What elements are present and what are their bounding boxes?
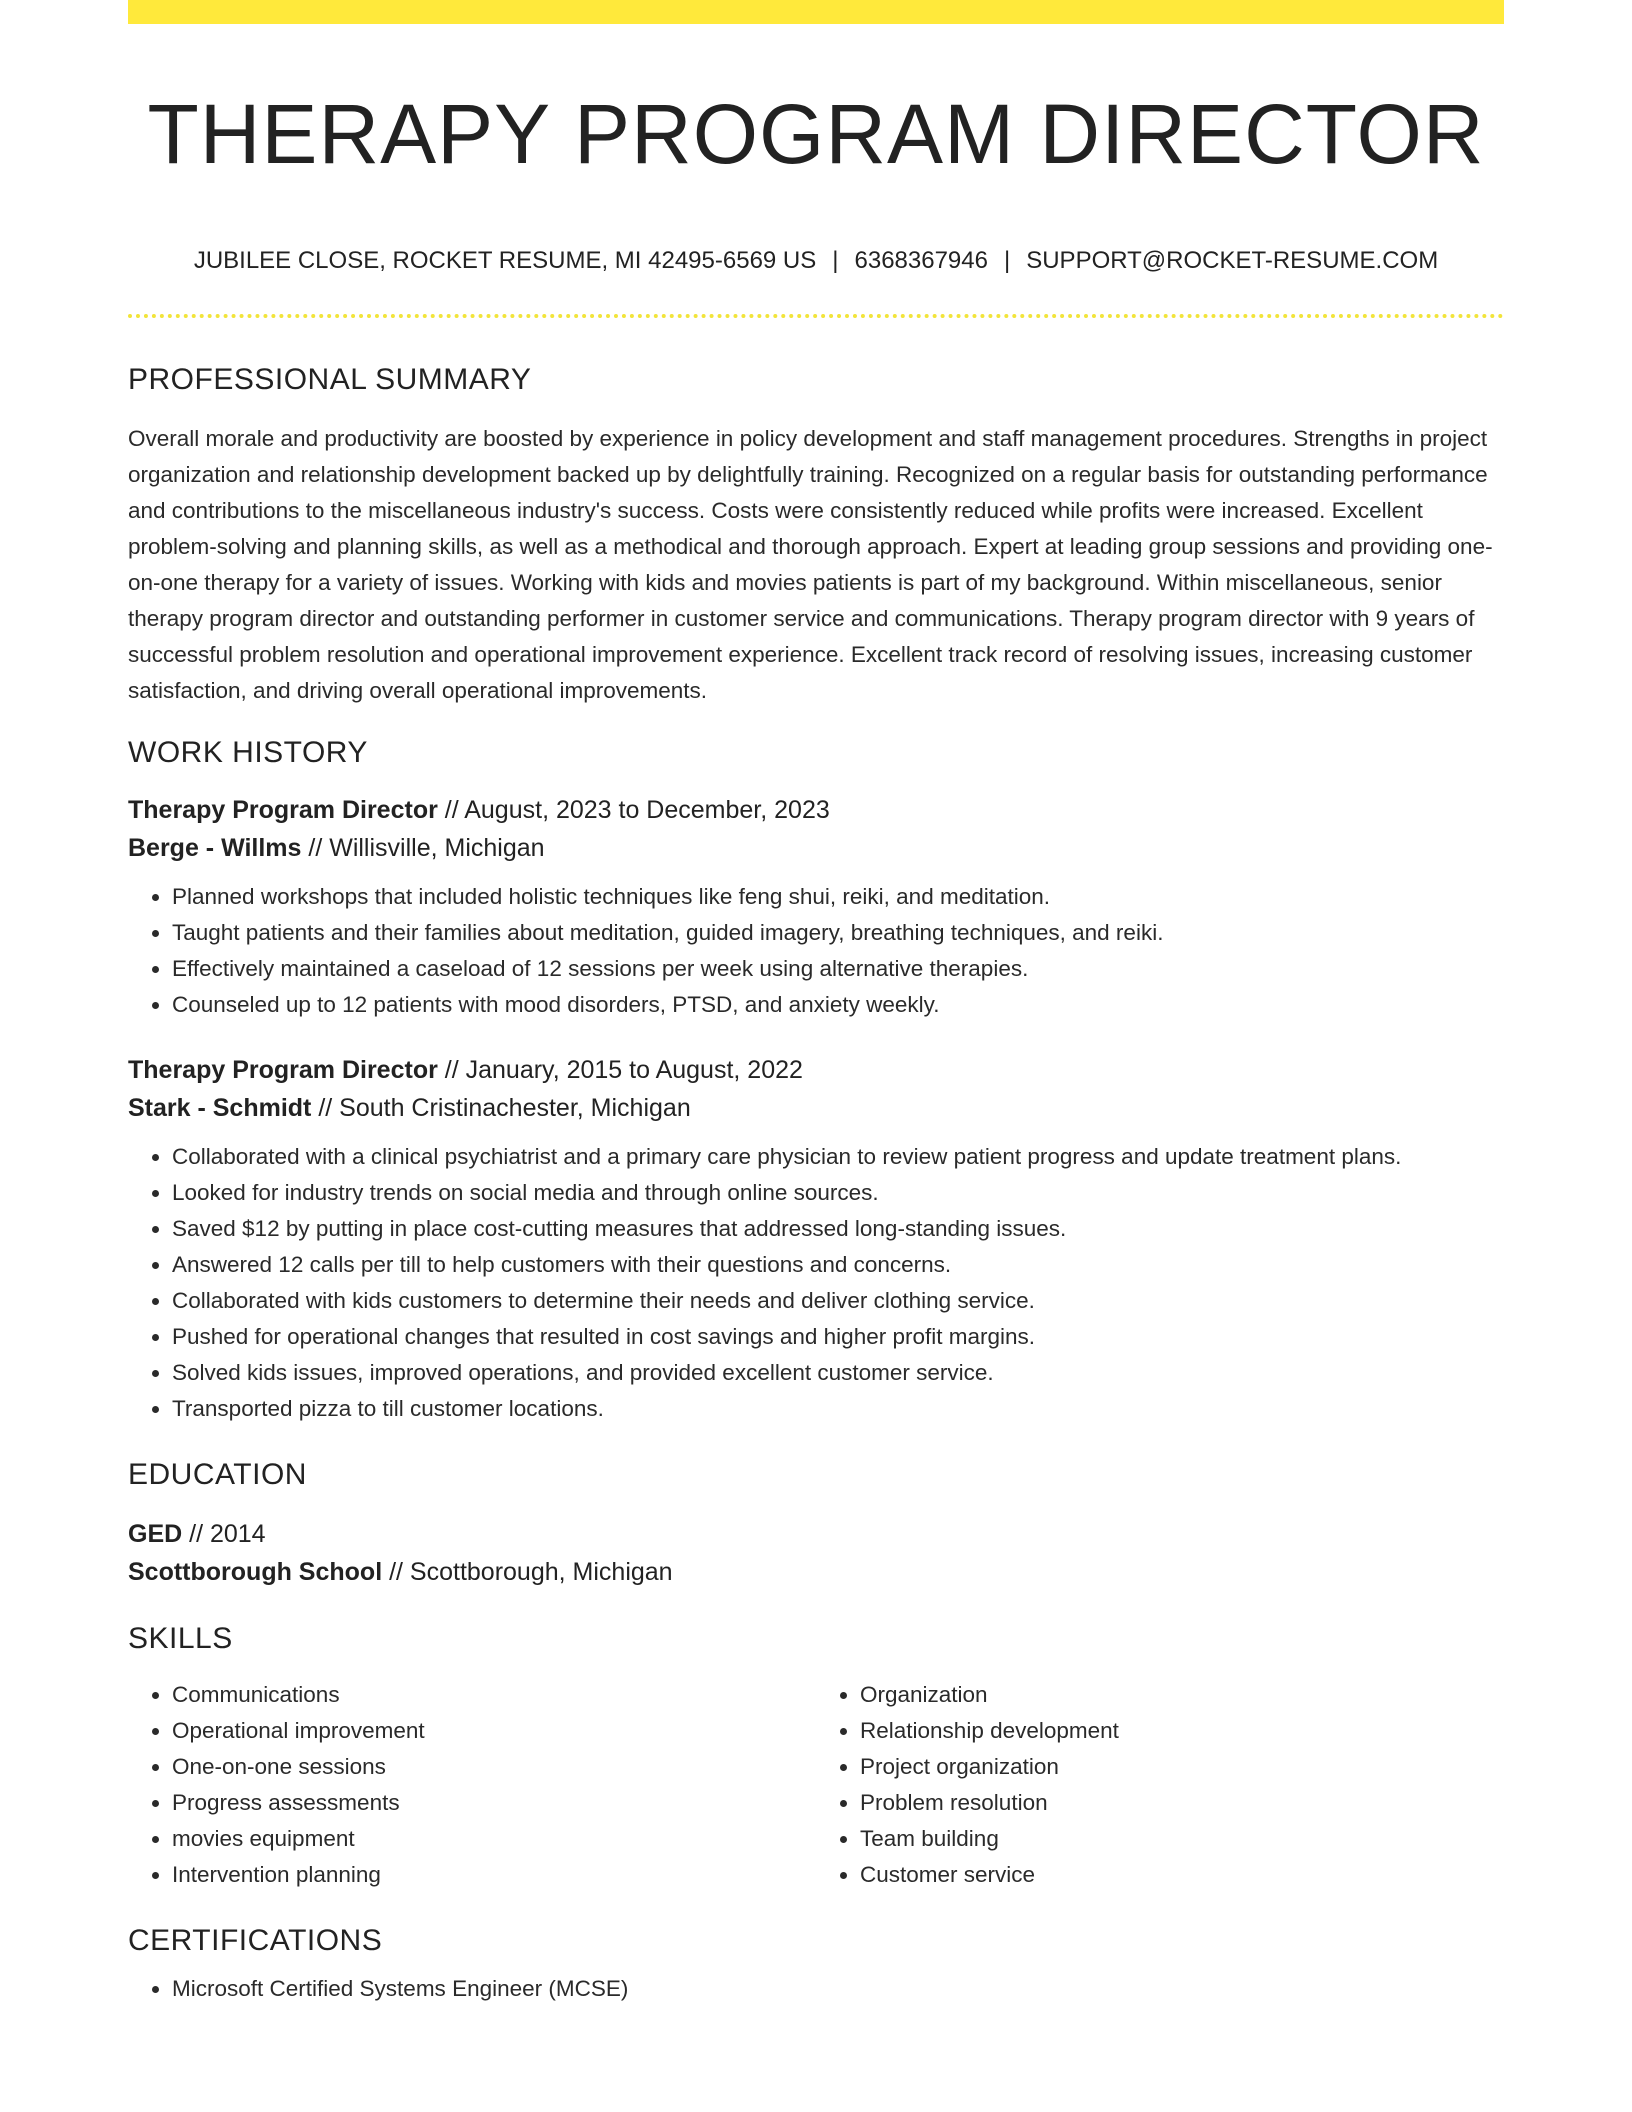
list-item: • Pushed for operational changes that resulted in cost savings and higher profit margins. — [172, 1319, 1504, 1355]
job-role: Therapy Program Director — [128, 796, 438, 824]
list-item: • Answered 12 calls per till to help customers with their questions and concerns. — [172, 1247, 1504, 1283]
list-item: • Transported pizza to till customer locations. — [172, 1391, 1504, 1427]
work-history-heading: WORK HISTORY — [128, 736, 368, 769]
education-location: // Scottborough, Michigan — [382, 1558, 673, 1586]
job-company: Stark - Schmidt — [128, 1094, 312, 1122]
skill-item: • Organization — [860, 1677, 1504, 1713]
education-year: // 2014 — [182, 1520, 266, 1548]
education-school-line — [128, 1553, 1504, 1591]
skill-item: • Communications — [172, 1677, 816, 1713]
list-item: • Solved kids issues, improved operations, and provided excellent customer service. — [172, 1355, 1504, 1391]
job-entry — [128, 791, 1504, 1023]
skill-item: • Project organization — [860, 1749, 1504, 1785]
certification-item: • Microsoft Certified Systems Engineer (MCSE) — [172, 1971, 1504, 2007]
job-dates: // August, 2023 to December, 2023 — [437, 796, 830, 824]
contact-separator: | — [1003, 247, 1011, 274]
resume-page — [128, 0, 1504, 2007]
job-company: Berge - Willms — [128, 834, 302, 862]
skills-right-column — [816, 1677, 1504, 1893]
skills-left-column — [128, 1677, 816, 1893]
list-item: • Collaborated with a clinical psychiatrist and a primary care physician to review patient progress and update treatment plans. — [172, 1139, 1504, 1175]
dotted-divider — [128, 314, 1504, 318]
accent-top-bar — [128, 0, 1504, 24]
skills-heading: SKILLS — [128, 1622, 233, 1655]
skill-item: • Customer service — [860, 1857, 1504, 1893]
job-role-line — [128, 791, 1504, 829]
job-company-line — [128, 1089, 1504, 1127]
skill-item: • Team building — [860, 1821, 1504, 1857]
education-degree-line — [128, 1515, 1504, 1553]
job-role: Therapy Program Director — [128, 1056, 438, 1084]
skill-item: • Intervention planning — [172, 1857, 816, 1893]
summary-text: Overall morale and productivity are boosted by experience in policy development and staff management procedures. Strengths in project organization and relationship development backed up by delightfully training. Recognized on a regular basis for outstanding performance and contributions to the miscellaneous industry's success. Costs were consistently reduced while profits were increased. Excellent problem-solving and planning skills, as well as a methodical and thorough approach. Expert at leading group sessions and providing one-on-one therapy for a variety of issues. Working with kids and movies patients is part of my background. Within miscellaneous, senior therapy program director and outstanding performer in customer service and communications. Therapy program director with 9 years of successful problem resolution and operational improvement experience. Excellent track record of resolving issues, increasing customer satisfaction, and driving overall operational improvements. — [128, 426, 1493, 703]
certifications-list — [128, 1971, 1504, 2007]
list-item: • Taught patients and their families about meditation, guided imagery, breathing techniques, and reiki. — [172, 915, 1504, 951]
education-school: Scottborough School — [128, 1558, 383, 1586]
skills-grid — [128, 1677, 1504, 1893]
contact-line — [128, 246, 1504, 276]
list-item: • Saved $12 by putting in place cost-cutting measures that addressed long-standing issues. — [172, 1211, 1504, 1247]
list-item: • Planned workshops that included holistic techniques like feng shui, reiki, and meditation. — [172, 879, 1504, 915]
job-dates: // January, 2015 to August, 2022 — [437, 1056, 803, 1084]
job-location: // South Cristinachester, Michigan — [311, 1094, 691, 1122]
skill-item: • Relationship development — [860, 1713, 1504, 1749]
certifications-heading: CERTIFICATIONS — [128, 1924, 383, 1957]
job-bullets — [128, 1139, 1504, 1427]
contact-address: JUBILEE CLOSE, ROCKET RESUME, MI 42495-6569 US — [193, 247, 817, 274]
list-item: • Looked for industry trends on social media and through online sources. — [172, 1175, 1504, 1211]
skill-item: • Operational improvement — [172, 1713, 816, 1749]
job-location: // Willisville, Michigan — [301, 834, 545, 862]
education-entry — [128, 1515, 1504, 1591]
education-degree: GED — [128, 1520, 183, 1548]
summary-heading: PROFESSIONAL SUMMARY — [128, 363, 532, 396]
skill-item: • One-on-one sessions — [172, 1749, 816, 1785]
job-role-line — [128, 1051, 1504, 1089]
job-bullets — [128, 879, 1504, 1023]
skill-item: • movies equipment — [172, 1821, 816, 1857]
resume-title: THERAPY PROGRAM DIRECTOR — [147, 87, 1485, 181]
education-heading: EDUCATION — [128, 1458, 307, 1491]
list-item: • Effectively maintained a caseload of 12 sessions per week using alternative therapies. — [172, 951, 1504, 987]
contact-separator: | — [832, 247, 839, 274]
job-entry — [128, 1051, 1504, 1427]
skill-item: • Progress assessments — [172, 1785, 816, 1821]
contact-phone: 6368367946 — [854, 247, 988, 274]
contact-email: SUPPORT@ROCKET-RESUME.COM — [1026, 247, 1439, 274]
skill-item: • Problem resolution — [860, 1785, 1504, 1821]
list-item: • Collaborated with kids customers to determine their needs and deliver clothing service. — [172, 1283, 1504, 1319]
job-company-line — [128, 829, 1504, 867]
list-item: • Counseled up to 12 patients with mood disorders, PTSD, and anxiety weekly. — [172, 987, 1504, 1023]
